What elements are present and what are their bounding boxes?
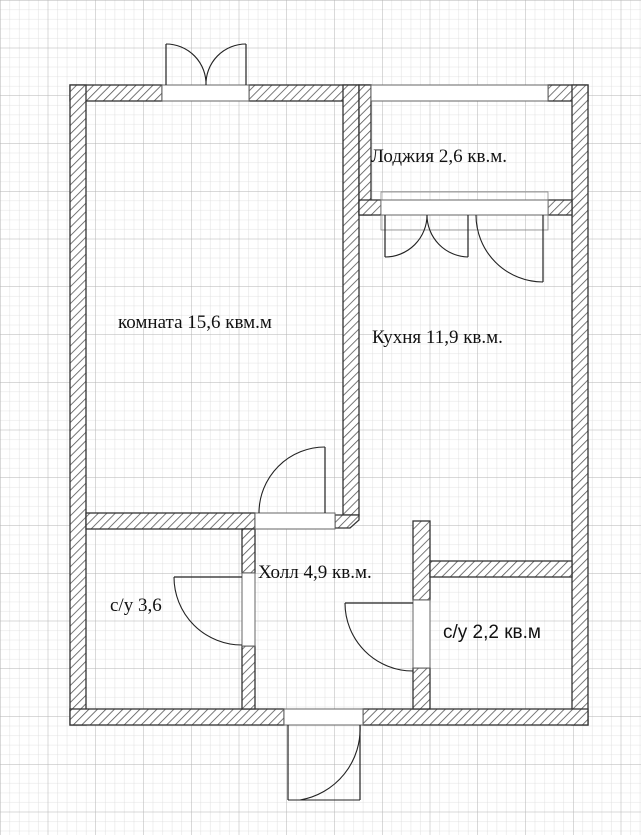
label-bath-left: с/у 3,6 [110,595,162,616]
wall-bath-left-right-lower [242,646,255,709]
label-kitchen: Кухня 11,9 кв.м. [372,327,503,348]
doorframe-bath-left [242,573,255,646]
window-room-top [162,85,249,101]
wall-hall-right-lower [413,668,430,709]
wall-bottom-right [363,709,588,725]
window-loggia-top [371,85,548,101]
wall-bath-left-right-upper [242,529,255,573]
wall-room-bottom [86,513,255,529]
wall-bottom-left [70,709,284,725]
doorframe-bath-right [413,600,430,668]
wall-right [572,85,588,725]
wall-loggia-bottom-right [548,200,572,215]
label-hall: Холл 4,9 кв.м. [258,562,372,583]
label-loggia: Лоджия 2,6 кв.м. [371,146,508,167]
wall-hall-right-upper [413,521,430,600]
doorframe-loggia-kitchen [381,200,548,215]
label-bath-right: с/у 2,2 кв.м [443,622,541,643]
wall-loggia-bottom-left [359,200,381,215]
wall-kitchen-bottom [430,561,572,577]
wall-loggia-left [359,85,371,215]
wall-left [70,85,86,725]
wall-room-kitchen [343,85,359,515]
label-room: комната 15,6 квм.м [118,312,272,333]
doorframe-entrance [284,709,363,725]
doorframe-room-hall [255,513,335,529]
